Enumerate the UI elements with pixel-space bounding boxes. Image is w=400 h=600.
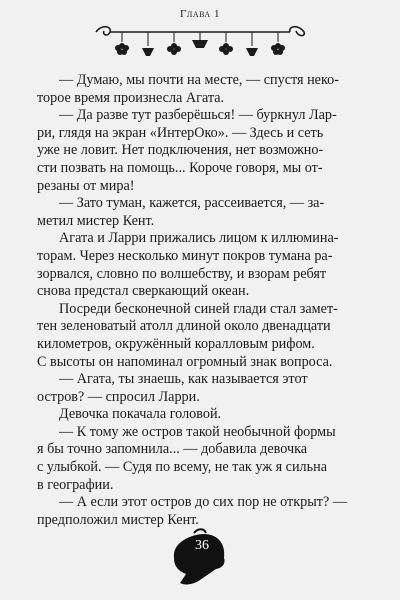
chapter-title: Глава 1 [180, 8, 220, 20]
text-line: километров, окружённый коралловым рифом. [37, 335, 315, 352]
text-line: сти позвать на помощь... Короче говоря, мы от- [37, 159, 323, 176]
paragraph [37, 424, 363, 494]
text-line: зорвался, словно по волшебству, и взорам ребят [37, 265, 327, 282]
text-line: Девочка покачала головой. [59, 406, 222, 423]
text-line: с улыбкой. — Судя по всему, не так уж я сильна [37, 459, 327, 476]
text-line: Посреди бесконечной синей глади стал замет- [59, 300, 338, 317]
text-line: — Думаю, мы почти на месте, — спустя неко- [59, 72, 339, 88]
text-line: С высоты он напоминал огромный знак вопроса. [37, 353, 333, 370]
text-line: — К тому же остров такой необычной формы [59, 423, 336, 440]
text-line: — Да разве тут разберёшься! — буркнул Лар- [59, 107, 337, 124]
text-line: Агата и Ларри прижались лицом к иллюмина- [59, 230, 339, 247]
text-line: торам. Через несколько минут покров тумана ра- [37, 247, 333, 264]
page-number: 36 [195, 538, 209, 553]
text-line: торое время произнесла Агата. [37, 89, 225, 106]
detective-hat-icon [160, 528, 240, 588]
text-line: в географии. [37, 476, 114, 493]
text-line: — Агата, ты знаешь, как называется этот [59, 371, 308, 388]
flourish-ornament-icon [92, 22, 308, 62]
text-line: остров? — спросил Ларри. [37, 388, 200, 405]
text-line: я бы точно запомнила... — добавила девочка [37, 441, 308, 458]
chapter-text [37, 72, 363, 529]
text-line: уже не ловит. Нет подключения, нет возможно- [37, 142, 324, 159]
text-line: ри, глядя на экран «ИнтерОко». — Здесь и сеть [37, 124, 324, 141]
page-number-badge [160, 528, 240, 588]
paragraph [37, 406, 363, 424]
text-line: — А если этот остров до сих пор не открыт? — [59, 494, 348, 511]
text-line: резаны от мира! [37, 177, 135, 194]
text-line: метил мистер Кент. [37, 212, 155, 229]
paragraph [37, 494, 363, 529]
text-line: — Зато туман, кажется, рассеивается, — за- [59, 195, 325, 212]
text-line: тен зеленоватый атолл длиной около двенадцати [37, 318, 331, 335]
paragraph [37, 72, 363, 107]
paragraph [37, 230, 363, 300]
paragraph [37, 195, 363, 230]
paragraph [37, 107, 363, 195]
text-line: снова предстал сверкающий океан. [37, 283, 250, 300]
text-line: предположил мистер Кент. [37, 511, 199, 528]
paragraph [37, 371, 363, 406]
paragraph [37, 301, 363, 371]
